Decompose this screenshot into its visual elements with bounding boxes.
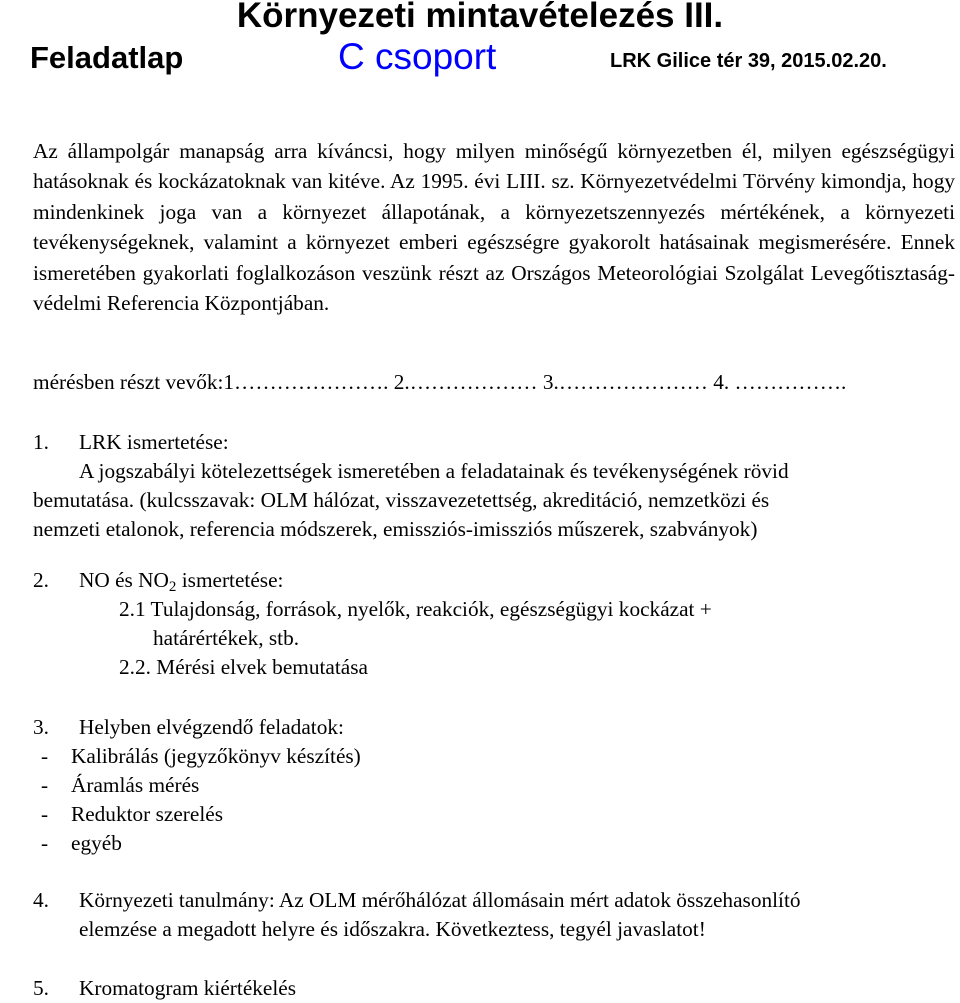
section-5-heading: Kromatogram kiértékelés	[79, 976, 297, 1000]
section-3	[33, 713, 933, 858]
list-item: - Áramlás mérés	[41, 773, 200, 797]
participants-line: mérésben részt vevők:1…………………. 2.……………… 3.………………… 4. …………….	[33, 370, 847, 394]
section-5-number: 5.	[33, 976, 49, 1000]
section-3-number: 3.	[33, 715, 49, 739]
section-4-line-1: Környezeti tanulmány: Az OLM mérőhálózat állomásain mért adatok összehasonlító	[79, 888, 801, 912]
section-2-heading-a: NO és NO	[79, 568, 169, 592]
worksheet-label: Feladatlap	[30, 40, 184, 75]
section-2-item-1-line-1: 2.1 Tulajdonság, források, nyelők, reakciók, egészségügyi kockázat +	[119, 597, 712, 621]
section-2-number: 2.	[33, 568, 49, 592]
section-2-heading-b: ismertetése:	[176, 568, 284, 592]
group-label: C csoport	[338, 36, 497, 77]
section-4	[33, 886, 933, 944]
section-1-number: 1.	[33, 430, 49, 454]
section-1	[33, 428, 923, 544]
location-date: LRK Gilice tér 39, 2015.02.20.	[610, 50, 887, 72]
section-4-line-2: elemzése a megadott helyre és időszakra. Következtess, tegyél javaslatot!	[79, 917, 706, 941]
document-title: Környezeti mintavételezés III.	[236, 0, 724, 35]
intro-paragraph: Az állampolgár manapság arra kíváncsi, hogy milyen minőségű környezetben él, milyen egészségügyi hatásoknak és kockázatoknak van kitéve. Az 1995. évi LIII. sz. Környezetvédelmi Törvény kimondja, hogy mindenkinek joga van a környezet állapotának, a környezetszennyezés mértékének, a környezeti tevékenységeknek, valamint a környezet emberi egészségre gyakorolt hatásainak megismerésére. Ennek ismeretében gyakorlati foglalkozáson veszünk részt az Országos Meteorológiai Szolgálat Levegőtisztaság-védelmi Referencia Központjában.	[33, 139, 955, 316]
section-4-number: 4.	[33, 888, 49, 912]
section-1-heading: LRK ismertetése:	[79, 430, 229, 454]
section-3-heading: Helyben elvégzendő feladatok:	[79, 715, 344, 739]
list-item: - Kalibrálás (jegyzőkönyv készítés)	[41, 744, 361, 768]
section-2	[33, 566, 933, 682]
worksheet-header	[0, 36, 960, 82]
section-1-text-line-2: bemutatása. (kulcsszavak: OLM hálózat, visszavezetettség, akreditáció, nemzetközi és	[33, 488, 770, 512]
list-item: - egyéb	[41, 831, 122, 855]
section-2-item-2: 2.2. Mérési elvek bemutatása	[119, 655, 368, 679]
list-item: - Reduktor szerelés	[41, 802, 223, 826]
section-1-text-line-3: nemzeti etalonok, referencia módszerek, emissziós-imissziós műszerek, szabványok)	[33, 517, 758, 541]
section-5	[33, 974, 933, 1003]
section-2-heading-subscript: 2	[168, 579, 177, 595]
section-1-text-line-1: A jogszabályi kötelezettségek ismeretében a feladatainak és tevékenységének rövid	[79, 459, 789, 483]
section-2-item-1-line-2: határértékek, stb.	[153, 626, 300, 650]
